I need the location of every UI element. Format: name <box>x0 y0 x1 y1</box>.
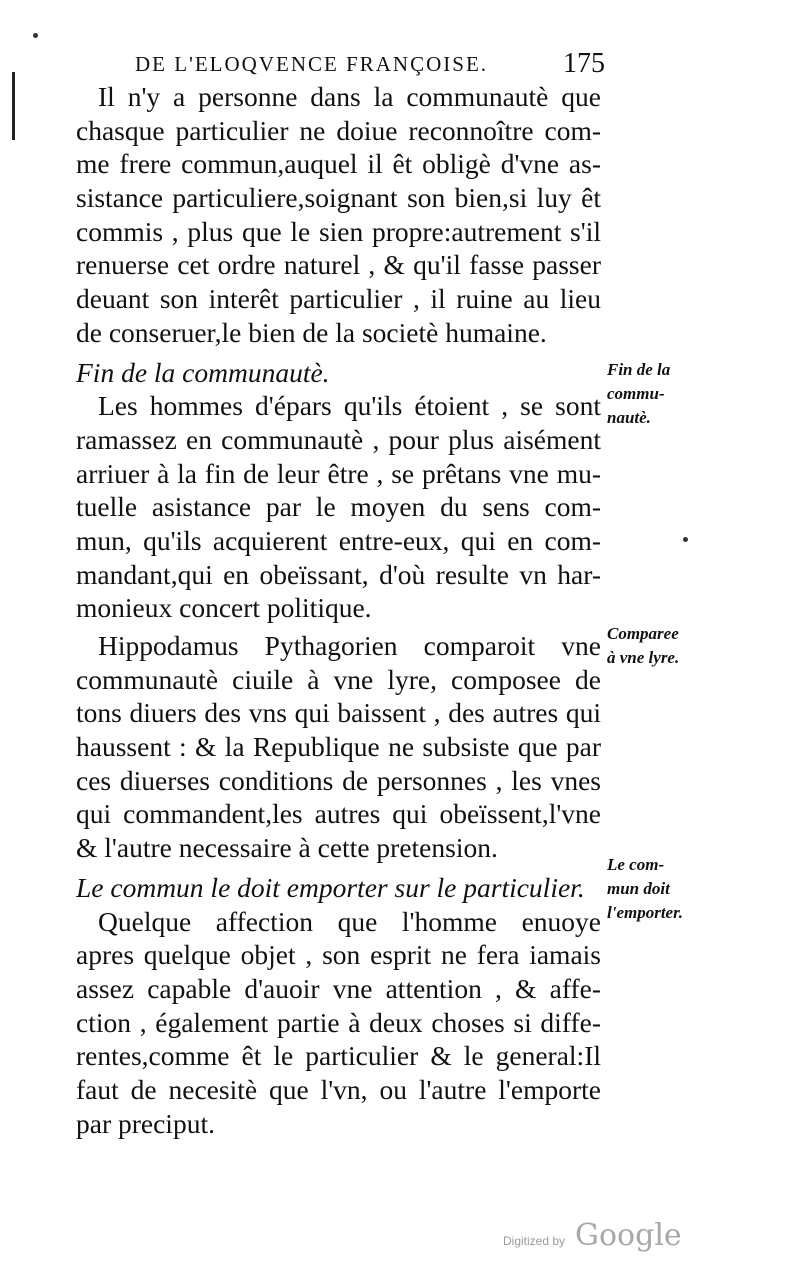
text-line: monieux concert politique. <box>76 592 372 624</box>
text-line: apres quelque objet , son esprit ne fera iamais <box>76 939 601 971</box>
section-heading: Le commun le doit emporter sur le particulier. <box>76 871 585 903</box>
margin-note-line: Fin de la <box>607 360 671 379</box>
text-line: renuerse cet ordre naturel , & qu'il fasse passer <box>76 249 601 281</box>
margin-note-line: à vne lyre. <box>607 648 680 667</box>
scan-speck <box>683 537 688 542</box>
text-line: Hippodamus Pythagorien comparoit vne <box>98 630 601 661</box>
text-line: deuant son interêt particulier , il ruine au lieu <box>76 283 601 315</box>
running-head-title: DE L'ELOQVENCE FRANÇOISE. <box>135 52 489 76</box>
text-line: mun, qu'ils acquierent entre-eux, qui en com- <box>76 524 601 556</box>
text-line: me frere commun,auquel il êt obligè d'vne as- <box>76 148 601 180</box>
text-line: mandant,qui en obeïssant, d'où resulte vn har- <box>76 558 601 590</box>
text-line: commis , plus que le sien propre:autrement s'il <box>76 215 601 247</box>
margin-note-line: Comparee <box>607 624 679 643</box>
digitized-by-watermark <box>503 1218 682 1253</box>
text-line: ces diuerses conditions de personnes , les vnes <box>76 764 601 796</box>
text-line: Les hommes d'épars qu'ils étoient , se sont <box>98 390 601 422</box>
digitized-label: Digitized by <box>503 1234 566 1248</box>
text-line: sistance particuliere,soignant son bien,si luy êt <box>76 182 601 214</box>
text-line: assez capable d'auoir vne attention , & affe- <box>76 972 601 1004</box>
section-heading: Fin de la communautè. <box>76 356 330 388</box>
margin-note-line: nautè. <box>607 408 651 427</box>
margin-note-line: commu- <box>607 384 665 403</box>
text-line: haussent : & la Republique ne subsiste que par <box>76 731 601 763</box>
text-line: ramassez en communautè , pour plus aisément <box>76 423 601 455</box>
margin-note-fin-de-la-communaute <box>607 358 707 430</box>
scan-margin-mark <box>12 72 15 140</box>
text-line: tuelle asistance par le moyen du sens com- <box>76 491 601 523</box>
text-line: faut de necesitè que l'vn, ou l'autre l'emporte <box>76 1073 601 1105</box>
scan-speck <box>33 33 38 38</box>
text-line: communautè ciuile à vne lyre, composee de <box>76 663 601 695</box>
margin-note-comparee-a-vne-lyre <box>607 622 707 670</box>
margin-note-le-commun-doit-lemporter <box>607 853 707 925</box>
text-line: Quelque affection que l'homme enuoye <box>98 905 601 937</box>
text-line: & l'autre necessaire à cette pretension. <box>76 832 498 864</box>
text-line: tons diuers des vns qui baissent , des autres qui <box>76 697 601 729</box>
text-line: arriuer à la fin de leur être , se prêtans vne mu- <box>76 457 601 489</box>
page-number: 175 <box>563 48 605 79</box>
margin-note-line: mun doit <box>607 879 670 898</box>
margin-note-line: l'emporter. <box>607 903 684 922</box>
text-line: chasque particulier ne doiue reconnoître com- <box>76 114 601 146</box>
text-line: de conseruer,le bien de la societè humaine. <box>76 316 547 348</box>
margin-note-line: Le com- <box>607 855 665 874</box>
running-head <box>135 48 605 79</box>
text-line: ction , également partie à deux choses si diffe- <box>76 1006 601 1038</box>
body-text <box>76 80 601 1140</box>
text-line: rentes,comme êt le particulier & le general:Il <box>76 1040 601 1072</box>
text-line: par preciput. <box>76 1107 215 1139</box>
text-line: Il n'y a personne dans la communautè que <box>98 81 601 112</box>
google-logo: Google <box>575 1218 682 1253</box>
text-line: qui commandent,les autres qui obeïssent,l'vne <box>76 798 601 830</box>
